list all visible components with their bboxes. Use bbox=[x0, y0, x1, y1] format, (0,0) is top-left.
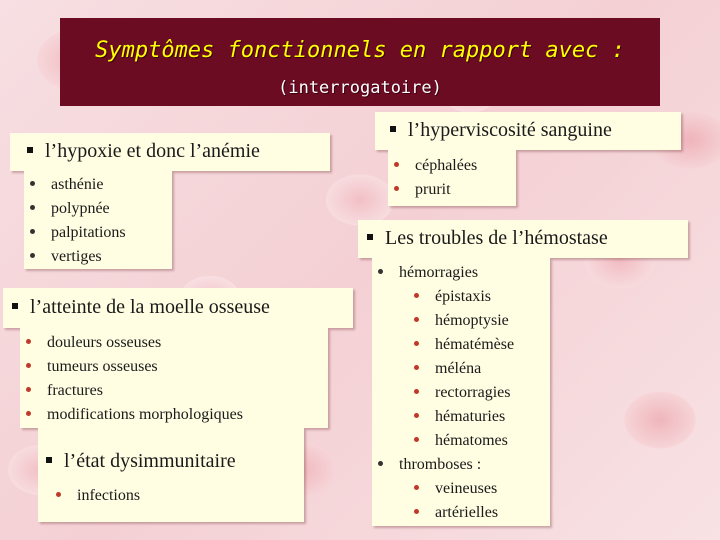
bullet-dot-icon bbox=[394, 162, 399, 167]
hyperviscosite-heading: l’hyperviscosité sanguine bbox=[408, 119, 612, 141]
bullet-dot-icon bbox=[26, 387, 31, 392]
bullet-dot-icon bbox=[30, 253, 35, 258]
list-item: hémorragies bbox=[378, 261, 514, 285]
list-item: prurit bbox=[394, 178, 477, 202]
hypoxie-heading-box bbox=[10, 133, 330, 171]
hypoxie-heading: l’hypoxie et donc l’anémie bbox=[45, 140, 260, 162]
bullet-dot-icon bbox=[26, 363, 31, 368]
hemostase-heading: Les troubles de l’hémostase bbox=[385, 227, 608, 249]
bullet-dot-icon bbox=[26, 339, 31, 344]
list-item: infections bbox=[56, 484, 140, 508]
list-item: tumeurs osseuses bbox=[26, 355, 243, 379]
bullet-dot-icon bbox=[414, 341, 419, 346]
dysimmunitaire-box bbox=[38, 428, 304, 522]
list-item: épistaxis bbox=[378, 285, 514, 309]
slide-title: Symptômes fonctionnels en rapport avec : bbox=[95, 38, 625, 63]
bullet-dot-icon bbox=[30, 181, 35, 186]
list-item: céphalées bbox=[394, 154, 477, 178]
hypoxie-list-box bbox=[24, 171, 172, 269]
list-item: douleurs osseuses bbox=[26, 331, 243, 355]
bullet-dot-icon bbox=[56, 492, 61, 497]
hyperviscosite-heading-box bbox=[375, 112, 681, 150]
square-bullet-icon bbox=[12, 303, 18, 309]
list-item: hémoptysie bbox=[378, 309, 514, 333]
bullet-dot-icon bbox=[414, 365, 419, 370]
list-item: asthénie bbox=[30, 173, 126, 197]
hemostase-heading-box bbox=[358, 220, 688, 258]
bullet-dot-icon bbox=[414, 437, 419, 442]
list-item: polypnée bbox=[30, 197, 126, 221]
bullet-dot-icon bbox=[378, 269, 383, 274]
list-item: fractures bbox=[26, 379, 243, 403]
list-item: thromboses : bbox=[378, 453, 514, 477]
square-bullet-icon bbox=[46, 457, 52, 463]
bullet-dot-icon bbox=[414, 485, 419, 490]
list-item: hématomes bbox=[378, 429, 514, 453]
bullet-dot-icon bbox=[30, 205, 35, 210]
list-item: méléna bbox=[378, 357, 514, 381]
bullet-dot-icon bbox=[394, 186, 399, 191]
dysimmunitaire-heading: l’état dysimmunitaire bbox=[64, 450, 236, 472]
square-bullet-icon bbox=[367, 234, 373, 240]
title-banner bbox=[60, 18, 660, 106]
list-item: hématémèse bbox=[378, 333, 514, 357]
moelle-heading: l’atteinte de la moelle osseuse bbox=[30, 296, 270, 318]
hemostase-list-box bbox=[372, 258, 550, 526]
bullet-dot-icon bbox=[378, 461, 383, 466]
bullet-dot-icon bbox=[414, 413, 419, 418]
hyperviscosite-list-box bbox=[388, 150, 516, 206]
square-bullet-icon bbox=[390, 126, 396, 132]
list-item: modifications morphologiques bbox=[26, 403, 243, 427]
list-item: veineuses bbox=[378, 477, 514, 501]
moelle-heading-box bbox=[3, 288, 353, 328]
bullet-dot-icon bbox=[414, 317, 419, 322]
moelle-list-box bbox=[20, 328, 328, 428]
bullet-dot-icon bbox=[26, 411, 31, 416]
bullet-dot-icon bbox=[414, 509, 419, 514]
slide-subtitle: (interrogatoire) bbox=[278, 78, 442, 98]
list-item: hématuries bbox=[378, 405, 514, 429]
list-item: palpitations bbox=[30, 221, 126, 245]
bullet-dot-icon bbox=[30, 229, 35, 234]
list-item: vertiges bbox=[30, 245, 126, 269]
bullet-dot-icon bbox=[414, 389, 419, 394]
list-item: artérielles bbox=[378, 501, 514, 525]
bullet-dot-icon bbox=[414, 293, 419, 298]
square-bullet-icon bbox=[27, 147, 33, 153]
list-item: rectorragies bbox=[378, 381, 514, 405]
